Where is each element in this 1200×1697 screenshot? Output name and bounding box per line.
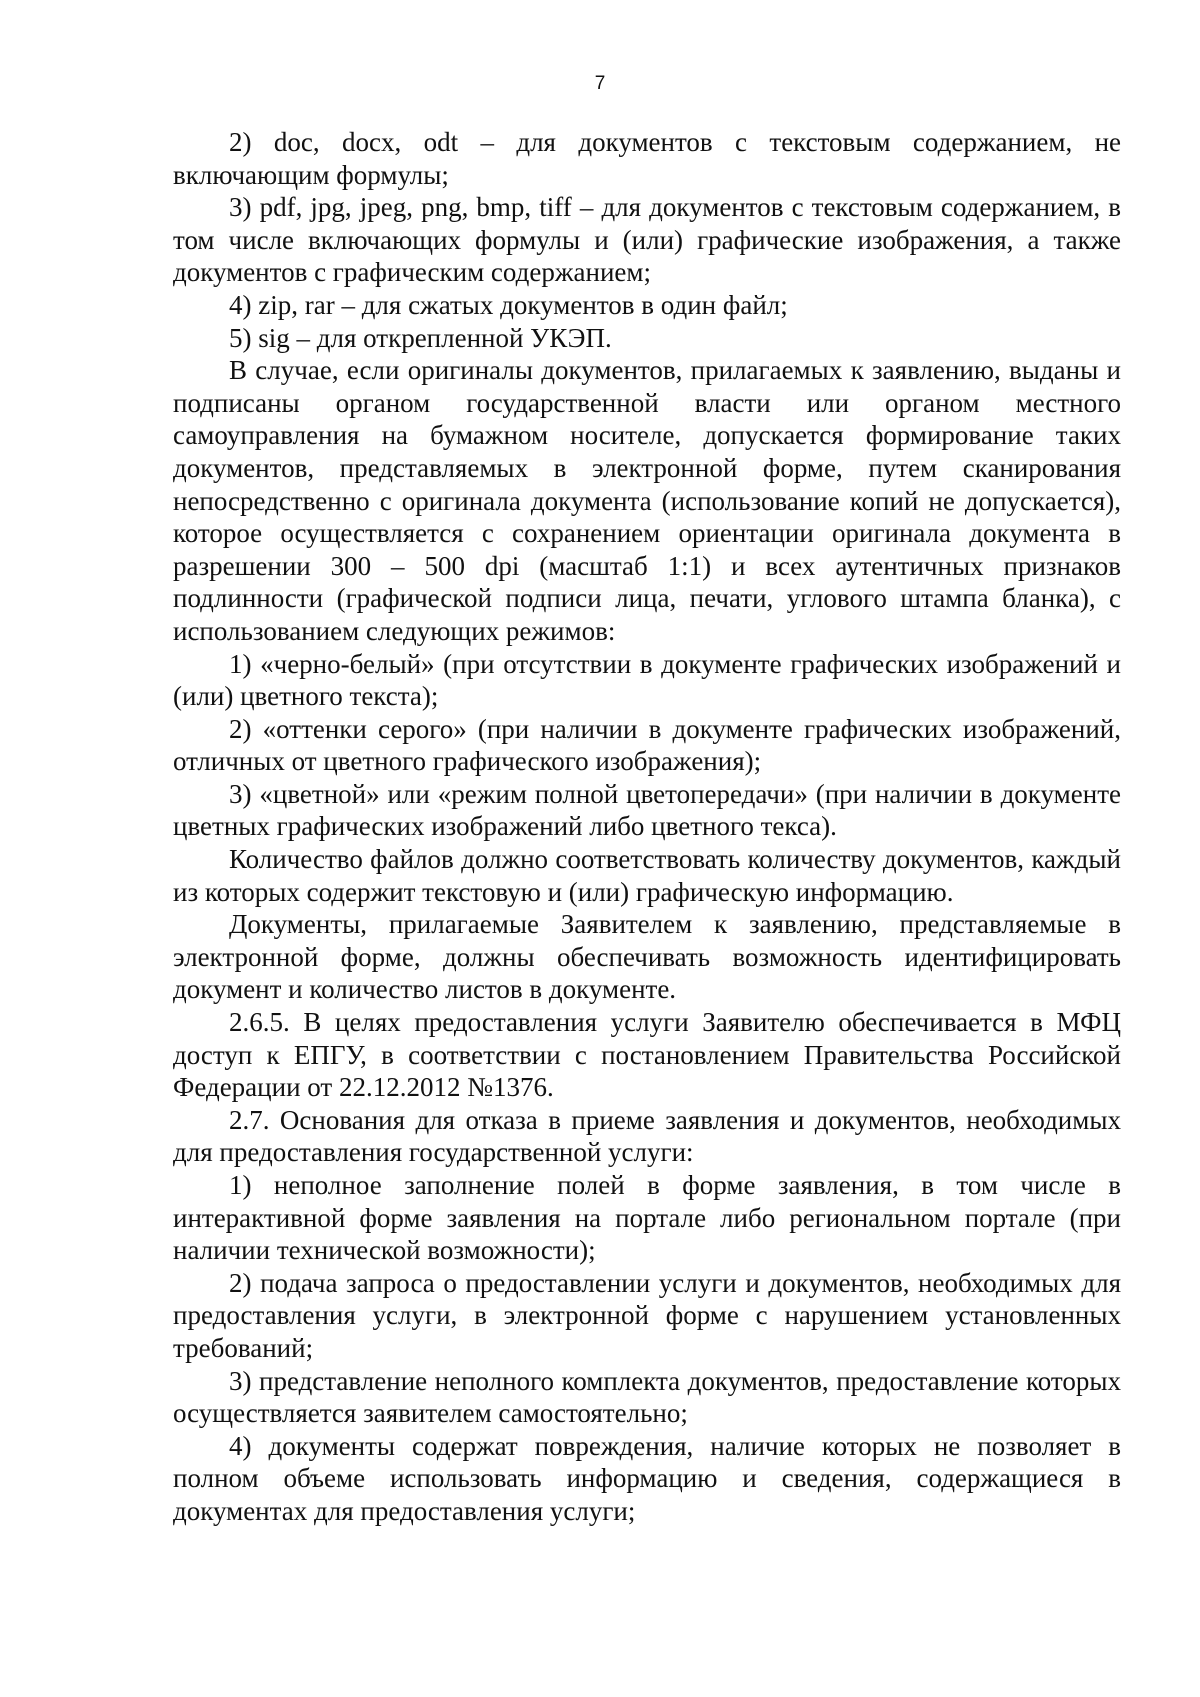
paragraph-refusal-1: 1) неполное заполнение полей в форме заявления, в том числе в интерактивной форме заявления на портале либо региональном портале (при наличии технической возможности);: [173, 1170, 1121, 1266]
document-body: [173, 126, 1121, 1528]
paragraph-format-sig: 5) sig – для открепленной УКЭП.: [229, 322, 612, 353]
paragraph-format-pdf: 3) pdf, jpg, jpeg, png, bmp, tiff – для документов с текстовым содержанием, в том числе включающих формулы и (или) графические изображения, а также документов с графическим содержанием;: [173, 192, 1121, 288]
page-number: 7: [594, 73, 606, 94]
paragraph-2-6-5: 2.6.5. В целях предоставления услуги Заявителю обеспечивается в МФЦ доступ к ЕПГУ, в соответствии с постановлением Правительства Российской Федерации от 22.12.2012 №1376.: [173, 1007, 1121, 1103]
paragraph-scanning-rules: В случае, если оригиналы документов, прилагаемых к заявлению, выданы и подписаны органом государственной власти или органом местного самоуправления на бумажном носителе, допускается формирование таких документов, представляемых в электронной форме, путем сканирования непосредственно с оригинала документа (использование копий не допускается), которое осуществляется с сохранением ориентации оригинала документа в разрешении 300 – 500 dpi (масштаб 1:1) и всех аутентичных признаков подлинности (графической подписи лица, печати, углового штампа бланка), с использованием следующих режимов:: [173, 355, 1121, 646]
paragraph-mode-bw: 1) «черно-белый» (при отсутствии в документе графических изображений и (или) цветного текста);: [173, 648, 1121, 712]
paragraph-refusal-4: 4) документы содержат повреждения, наличие которых не позволяет в полном объеме использовать информацию и сведения, содержащиеся в документах для предоставления услуги;: [173, 1430, 1121, 1526]
paragraph-mode-color: 3) «цветной» или «режим полной цветопередачи» (при наличии в документе цветных графических изображений либо цветного текса).: [173, 778, 1121, 842]
paragraph-format-doc: 2) doc, docx, odt – для документов с текстовым содержанием, не включающим формулы;: [173, 127, 1121, 190]
paragraph-refusal-2: 2) подача запроса о предоставлении услуги и документов, необходимых для предоставления услуги, в электронной форме с нарушением установленных требований;: [173, 1267, 1121, 1363]
paragraph-documents-identification: Документы, прилагаемые Заявителем к заявлению, представляемые в электронной форме, должны обеспечивать возможность идентифицировать документ и количество листов в документе.: [173, 909, 1121, 1005]
paragraph-file-count: Количество файлов должно соответствовать количеству документов, каждый из которых содержит текстовую и (или) графическую информацию.: [173, 844, 1121, 907]
paragraph-format-zip: 4) zip, rar – для сжатых документов в один файл;: [229, 289, 788, 320]
paragraph-mode-grayscale: 2) «оттенки серого» (при наличии в документе графических изображений, отличных от цветного графического изображения);: [173, 713, 1121, 777]
paragraph-2-7-heading: 2.7. Основания для отказа в приеме заявления и документов, необходимых для предоставления государственной услуги:: [173, 1104, 1121, 1168]
paragraph-refusal-3: 3) представление неполного комплекта документов, предоставление которых осуществляется заявителем самостоятельно;: [173, 1365, 1121, 1429]
